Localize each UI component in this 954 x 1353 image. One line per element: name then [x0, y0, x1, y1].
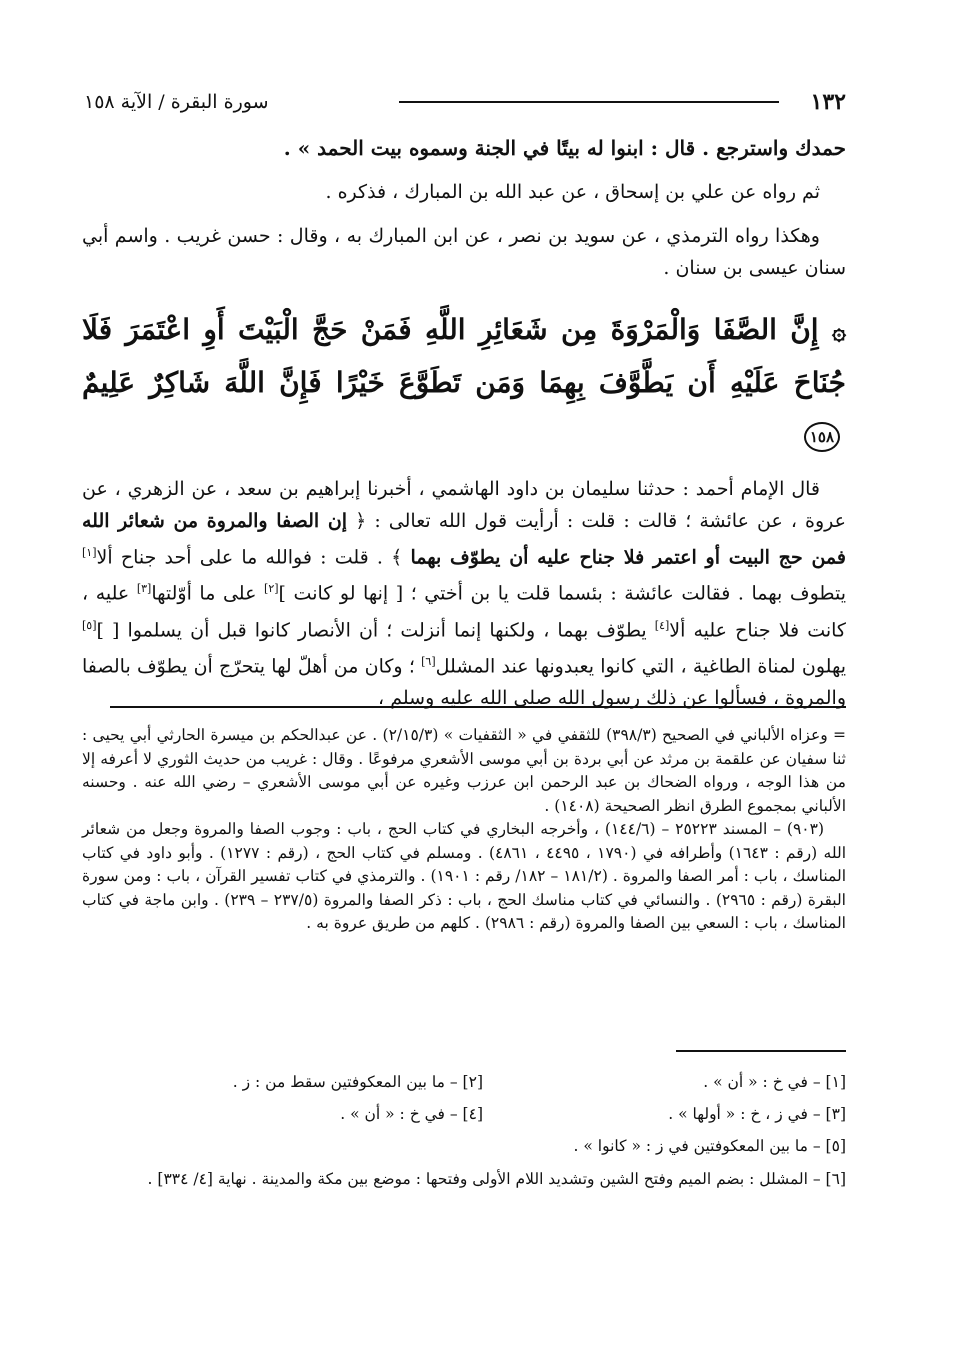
text-segment: ؛ وكان من أهلّ لها يتحرّج أن يطوّف بالصفا والمروة ، فسألوا عن ذلك رسول الله صلى الله عليه وسلم ، — [82, 655, 846, 710]
paragraph-imam-ahmad — [82, 473, 846, 714]
main-text — [82, 132, 846, 726]
footnote-marker: [٢] — [264, 582, 279, 596]
note-2: [٢] – ما بين المعكوفتين سقط من : ز . — [232, 1073, 483, 1091]
text-segment: يتطوف بهما . فقالت عائشة : بئسما قلت يا بن أختي ؛ [ إنها لو كانت — [293, 582, 847, 605]
paragraph-tirmidhi: وهكذا رواه الترمذي ، عن سويد بن نصر ، عن ابن المبارك به ، وقال : حسن غريب . واسم أبي سنان عيسى بن سنان . — [82, 225, 846, 279]
page-number: ١٣٢ — [810, 89, 846, 115]
verse-text: إِنَّ الصَّفَا وَالْمَرْوَةَ مِن شَعَائِرِ اللَّهِ فَمَنْ حَجَّ الْبَيْتَ أَوِ اعْتَمَرَ فَلَا جُنَاحَ عَلَيْهِ أَن يَطَّوَّفَ بِهِمَا وَمَن تَطَوَّعَ خَيْرًا فَإِنَّ اللَّهَ شَاكِرٌ عَلِيمٌ — [82, 313, 846, 399]
text-segment: عليه ، كانت فلا جناح عليه ألا — [82, 582, 846, 641]
footnote-marker: [١] — [82, 546, 97, 559]
text-segment: على ما أوّلتها — [151, 582, 257, 605]
takhrij-continuation: = وعزاه الألباني في الصحيح (٣٩٨/٣) للثقفي في « الثقفيات » (٢/١٥/٣) . عن عبدالحكم بن ميسرة الحارثي أبي يحيى : ثنا سفيان عن علقمة بن مرثد عن أبي بردة بن أبي موسى الأشعري مرفوعًا . وقال : غريب من حديث الثوري لا أعرفه إلا من هذا الوجه ، ورواه الضحاك بن عبد الرحمن ابن عرزب وغيره عن أبي موسى الأشعري – رضي الله عنه . وحسنه الألباني بمجموع الطرق انظر الصحيحة (١٤٠٨) . — [82, 726, 847, 815]
notes-row — [120, 1098, 846, 1130]
text-segment: ﴾ . قلت : فوالله ما على أحد جناح ألا — [96, 546, 403, 569]
takhrij-footnotes — [82, 724, 846, 936]
footnote-marker: [٥] — [82, 618, 97, 632]
takhrij-903: (٩٠٣) – المسند ٢٥٢٢٣ – (١٤٤/٦) ، وأخرجه البخاري في كتاب الحج ، باب : وجوب الصفا والمروة وجعل من شعائر الله (رقم : ١٦٤٣) وأطرافه في (١٧٩٠ ، ٤٤٩٥ ، ٤٨٦١) . ومسلم في كتاب الحج ، (رقم : ١٢٧٧) . وأبو داود في كتاب المناسك ، باب : أمر الصفا والمروة . (١٨١/٢ – ١٨٢/ رقم : ١٩٠١) . والترمذي في كتاب تفسير القرآن ، باب : ومن سورة البقرة (رقم : ٢٩٦٥) . والنسائي في كتاب مناسك الحج ، باب : ذكر الصفا والمروة (٢٣٧/٥ – ٢٣٩) . وابن ماجة في كتاب المناسك ، باب : السعي بين الصفا والمروة (رقم : ٢٩٨٦) . كلهم من طريق عروة به . — [82, 820, 847, 932]
note-6: [٦] – المشلل : بضم الميم وفتح الشين وتشديد اللام الأولى وفتحها : موضع بين مكة والمدينة . نهاية [٤/ ٣٣٤] . — [147, 1170, 846, 1188]
text-segment: يطوّف بهما ، ولكنها إنما أنزلت ؛ أن الأنصار كانوا قبل أن يسلموا [ ] — [96, 618, 647, 641]
text-segment: ] — [278, 582, 286, 605]
footnote-marker: [٣] — [136, 582, 152, 596]
running-title: سورة البقرة / الآية ١٥٨ — [84, 91, 269, 113]
note-4: [٤] – في خ : « أن » . — [340, 1105, 483, 1123]
quoted-verse: إن الصفا والمروة من شعائر الله فمن حج البيت أو اعتمر فلا جناح عليه أن يطوّف بهما — [82, 510, 846, 569]
footnote-rule — [110, 706, 846, 708]
footnote-marker: [٤] — [654, 618, 670, 632]
notes-rule — [676, 1050, 846, 1052]
hadith-ending: حمدك واسترجع . قال : ابنوا له بيتًا في الجنة وسموه بيت الحمد » . — [283, 136, 846, 160]
variant-notes — [120, 1066, 846, 1192]
ayah-number-badge: ١٥٨ — [804, 422, 840, 452]
note-3: [٣] – في ز ، خ : « أولها » . — [668, 1105, 846, 1123]
header-rule — [399, 101, 779, 103]
note-5: [٥] – ما بين المعكوفتين في ز : « كانوا » . — [573, 1137, 846, 1155]
footnote-marker: [٦] — [421, 654, 436, 668]
page-header — [84, 84, 846, 120]
text-segment: قال الإمام أحمد : حدثنا سليمان بن داود الهاشمي ، أخبرنا إبراهيم بن سعد ، عن الزهري ، عن عروة ، عن عائشة ؛ قالت : قلت : أرأيت قول الله تعالى : ﴿ — [82, 478, 846, 532]
quran-verse — [82, 304, 846, 461]
paragraph-riwaya: ثم رواه عن علي بن إسحاق ، عن عبد الله بن المبارك ، فذكره . — [325, 181, 820, 203]
text-segment: يهلون لمناة الطاغية ، التي كانوا يعبدونها عند المشلل — [435, 655, 846, 678]
notes-row — [120, 1130, 846, 1162]
note-1: [١] – في خ : « أن » . — [703, 1073, 846, 1091]
rub-el-hizb-icon: ۞ — [831, 316, 846, 345]
notes-row — [120, 1066, 846, 1098]
